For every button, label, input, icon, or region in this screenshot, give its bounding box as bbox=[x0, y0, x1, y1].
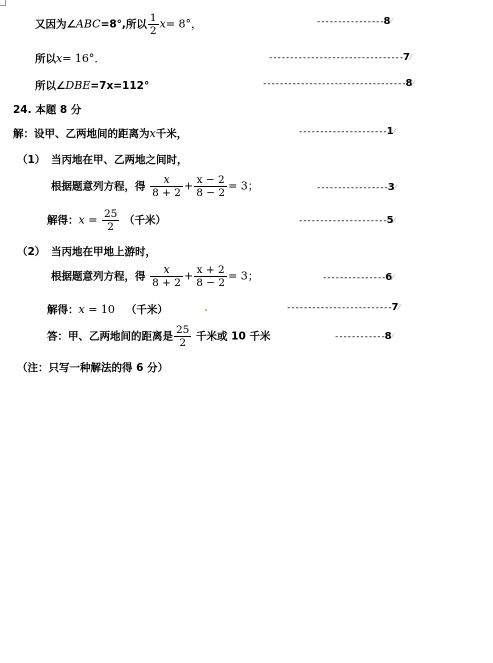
line-dbe-text: 所以∠DBE=7x=112° bbox=[35, 79, 150, 92]
line-x16-text: 所以x= 16°． bbox=[35, 52, 106, 65]
fraction-25-over-2: $\frac{25}{2}$ bbox=[176, 324, 190, 349]
fraction-x-over-10: $\frac{x}{8 + 2}$ bbox=[152, 173, 181, 199]
score-marker: -----------------3⁄ bbox=[316, 182, 397, 193]
score-marker: ---------------6⁄ bbox=[322, 272, 394, 283]
part-1-text: 当丙地在甲、乙两地之间时， bbox=[51, 154, 188, 166]
fraction-half: $\frac{1}{2}$ bbox=[149, 12, 157, 37]
part-2-text: 当丙地在甲地上游时， bbox=[51, 246, 156, 258]
solution-1-text: 解得：x = $\frac{25}{2}$ （千米） bbox=[47, 208, 166, 233]
fraction-x-over-10: $\frac{x}{8 + 2}$ bbox=[152, 263, 181, 289]
solution-1 bbox=[0, 206, 493, 240]
part-2-label: （2） bbox=[17, 246, 46, 258]
fraction-25-over-2: $\frac{25}{2}$ bbox=[103, 208, 118, 233]
fraction-xplus2-over-6: $\frac{x + 2}{8 - 2}$ bbox=[196, 264, 226, 289]
score-marker: ------------8⁄ bbox=[334, 331, 393, 342]
stray-dot bbox=[205, 309, 207, 311]
score-marker: ----------------8⁄ bbox=[316, 16, 392, 27]
equation-1 bbox=[0, 172, 493, 206]
fraction-xminus2-over-6: $\frac{x - 2}{8 - 2}$ bbox=[196, 174, 226, 199]
score-marker: ---------------------5⁄ bbox=[298, 215, 395, 226]
equation-1-text: 根据题意列方程，得 $\frac{x}{8 + 2}$ + $\frac{x - 2}{8 - 2}$ = 3； bbox=[51, 173, 259, 199]
answer-text: 答：甲、乙两地间的距离是 $\frac{25}{2}$ 千米或 10 千米 bbox=[47, 324, 271, 349]
answer-line bbox=[0, 322, 493, 356]
line-abc-text: 又因为∠ABC=8°,所以 $\frac{1}{2}$ x= 8°， bbox=[35, 12, 203, 37]
part-1-label: （1） bbox=[17, 154, 46, 166]
question-title-text: 24. 本题 8 分 bbox=[13, 104, 82, 116]
line-abc bbox=[0, 6, 493, 37]
grading-note bbox=[0, 354, 493, 382]
solution-2-text: 解得：x = 10 （千米） bbox=[47, 303, 168, 316]
equation-2-text: 根据题意列方程，得 $\frac{x}{8 + 2}$ + $\frac{x + 2}{8 - 2}$ = 3； bbox=[51, 263, 259, 289]
part-1-header bbox=[0, 146, 493, 174]
score-marker: -------------------------7⁄ bbox=[286, 302, 400, 313]
score-marker: ---------------------1⁄ bbox=[298, 126, 395, 137]
equation-2 bbox=[0, 262, 493, 296]
line-x16 bbox=[0, 44, 493, 72]
solution-intro-text: 解：设甲、乙两地间的距离为x千米， bbox=[13, 127, 188, 140]
solution-2 bbox=[0, 296, 493, 324]
score-marker: ----------------------------------8⁄ bbox=[262, 78, 414, 89]
solution-intro bbox=[0, 120, 493, 148]
grading-note-text: （注：只写一种解法的得 6 分） bbox=[17, 362, 169, 374]
score-marker: --------------------------------7⁄ bbox=[268, 52, 412, 63]
